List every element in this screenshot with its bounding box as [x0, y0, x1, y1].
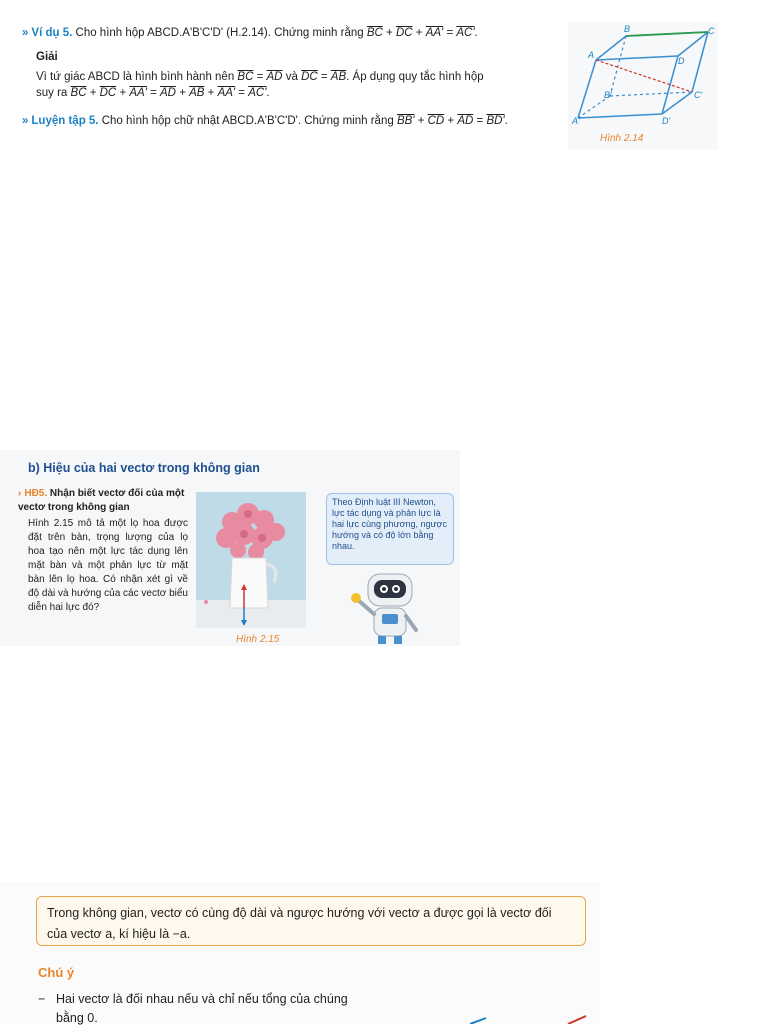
practice-5-label: Luyện tập 5. [31, 115, 99, 127]
point-c1-label: C' [694, 90, 703, 100]
example-5-label: Ví dụ 5. [31, 27, 73, 39]
point-a1-label: A' [572, 116, 580, 126]
section-b-title: b) Hiệu của hai vectơ trong không gian [28, 461, 260, 475]
solution-body: Vì tứ giác ABCD là hình bình hành nên $\overline{BC} = \overline{AD}$ và $\overline{DC} = \overline{AB}$. Áp dụng quy tắc hình hộp suy ra $\overline{BC} + \overline{DC} + AA' = \overline{AD} + \overline{AB} + AA' = AC'$. [36, 71, 484, 99]
vector-arrows-decoration [470, 990, 600, 1024]
activity-hd5 [18, 487, 188, 615]
point-d-label: D [678, 56, 685, 66]
solution-title: Giải [36, 51, 58, 63]
parallelepiped-figure [568, 22, 718, 150]
example-5-equation: $\overline{BC} + \overline{DC} + AA' = AC'$. [366, 27, 478, 39]
hd5-body: Hình 2.15 mô tả một lọ hoa được đặt trên bàn, trọng lượng của lọ hoa tạo nên một lực tác dụng lên mặt bàn và một phản lực từ mặt bàn lên lọ hoa. Có nhận xét gì về độ dài và hướng của các vectơ biểu diễn hai lực đó? [28, 518, 188, 613]
figure-2-15-caption: Hình 2.15 [236, 634, 280, 645]
double-chevron-icon: » [22, 27, 29, 39]
note-item: − Hai vectơ là đối nhau nếu và chỉ nếu tổng của chúng bằng 0. [38, 992, 348, 1025]
point-b1-label: B' [604, 90, 612, 100]
definition-line-2: của vectơ a, kí hiệu là −a. [47, 927, 191, 941]
note-title: Chú ý [38, 965, 75, 980]
practice-5-equation: $BB' + \overline{CD} + \overline{AD} = BD'$. [396, 115, 508, 127]
practice-5-text: Cho hình hộp chữ nhật ABCD.A'B'C'D'. Chứng minh rằng [101, 115, 394, 127]
example-5 [22, 26, 562, 41]
dash-bullet: − [38, 992, 46, 1006]
point-c-label: C [708, 26, 715, 36]
example-5-text: Cho hình hộp ABCD.A'B'C'D' (H.2.14). Chứng minh rằng [75, 27, 364, 39]
speech-bubble: Theo Định luật III Newton, lực tác dụng và phản lực là hai lực cùng phương, ngược hướng và có độ lớn bằng nhau. [326, 493, 454, 565]
practice-5 [22, 114, 562, 129]
definition-line-1: Trong không gian, vectơ có cùng độ dài và ngược hướng với vectơ a được gọi là vectơ đối [47, 906, 552, 920]
double-chevron-icon: » [22, 115, 29, 127]
definition-box [36, 896, 586, 946]
robot-mascot-icon [346, 566, 430, 646]
point-b-label: B [624, 24, 631, 34]
hd5-heading: › HĐ5. Nhận biết vectơ đối của một vectơ trong không gian [18, 488, 185, 513]
figure-2-14-caption: Hình 2.14 [600, 133, 644, 144]
point-d1-label: D' [662, 116, 671, 126]
chevron-icon: › [18, 488, 22, 499]
point-a-label: A [588, 50, 595, 60]
flower-vase-photo [196, 492, 306, 628]
